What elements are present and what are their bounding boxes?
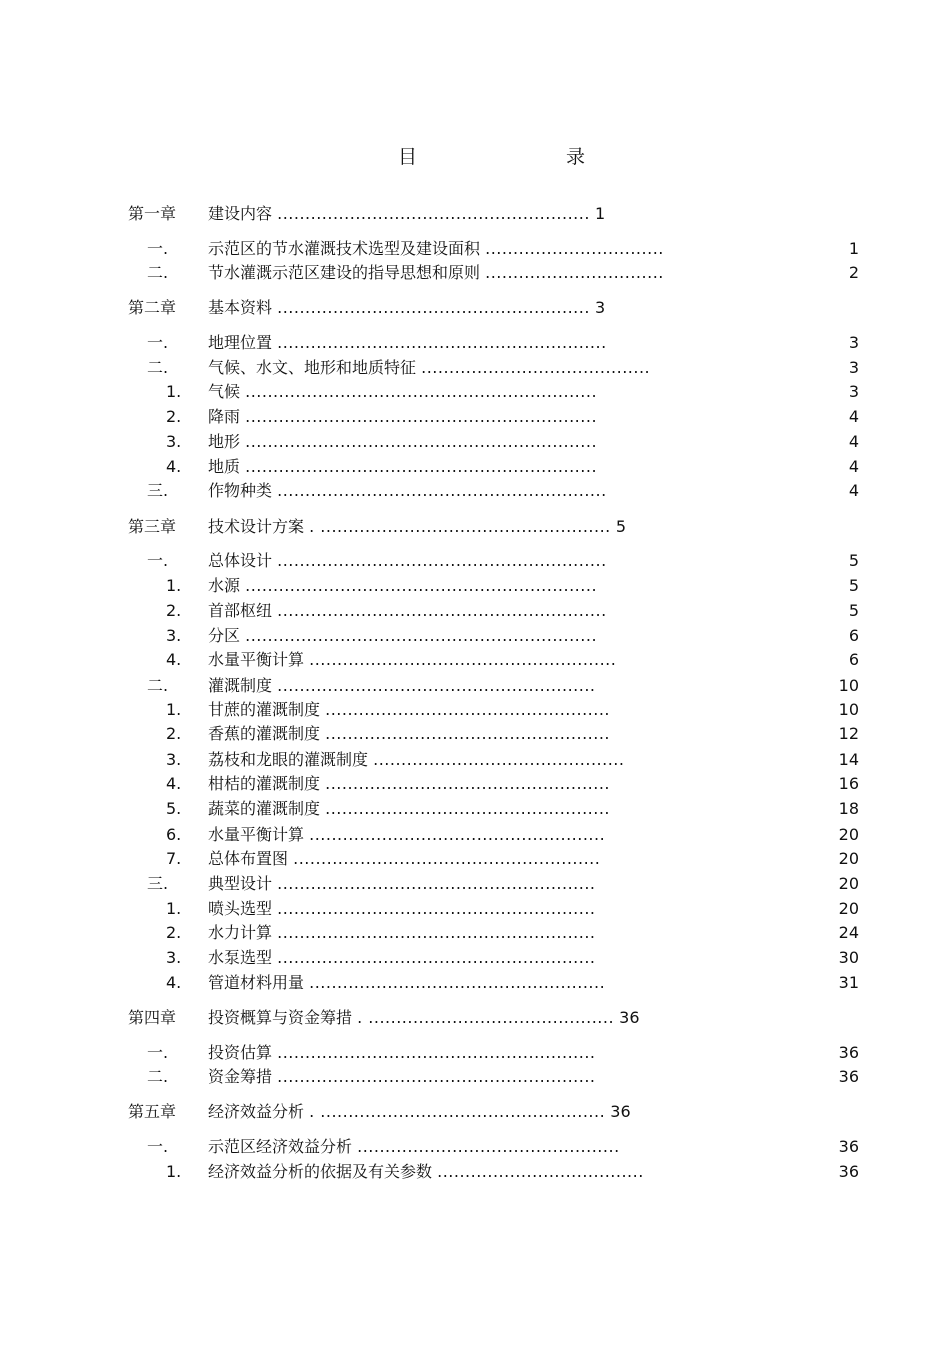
- chapter-page-number: 5: [615, 517, 627, 536]
- toc-entry[interactable]: [0, 261, 859, 285]
- toc-entry[interactable]: [0, 872, 859, 896]
- entry-number: 1.: [166, 382, 182, 401]
- entry-number: 一.: [147, 551, 169, 570]
- entry-page-number: 4: [848, 407, 859, 426]
- entry-number: 一.: [147, 1043, 169, 1062]
- entry-number: 二.: [147, 263, 169, 282]
- entry-number: 二.: [147, 358, 169, 377]
- chapter-entry[interactable]: [128, 1006, 640, 1030]
- entry-title: 水量平衡计算: [208, 650, 305, 669]
- entry-page-number: 36: [838, 1162, 859, 1181]
- entry-page-number: 24: [838, 923, 859, 942]
- leader-dots: ...................................................: [325, 724, 610, 743]
- entry-title: 气候: [208, 382, 241, 401]
- entry-number: 三.: [147, 481, 169, 500]
- toc-entry[interactable]: [0, 921, 859, 945]
- entry-label: [208, 1041, 596, 1065]
- toc-entry[interactable]: [0, 797, 859, 821]
- chapter-title: 经济效益分析: [208, 1102, 305, 1121]
- entry-page-number: 36: [838, 1067, 859, 1086]
- toc-entry[interactable]: [0, 624, 859, 648]
- leader-dots: . ....................................................: [309, 517, 611, 536]
- entry-number: 3.: [166, 432, 182, 451]
- toc-entry[interactable]: [0, 847, 859, 871]
- entry-label: [208, 331, 607, 355]
- entry-page-number: 36: [838, 1043, 859, 1062]
- entry-label: [208, 430, 597, 454]
- entry-number: 3.: [166, 626, 182, 645]
- entry-label: [208, 772, 610, 796]
- toc-entry[interactable]: [0, 599, 859, 623]
- leader-dots: .........................................................: [277, 923, 596, 942]
- leader-dots: .........................................................: [277, 948, 596, 967]
- entry-label: [208, 1160, 644, 1184]
- chapter-page-number: 36: [619, 1008, 640, 1027]
- chapter-title: 投资概算与资金筹措: [208, 1008, 353, 1027]
- entry-label: [208, 574, 597, 598]
- entry-page-number: 12: [838, 724, 859, 743]
- entry-title: 作物种类: [208, 481, 273, 500]
- entry-number: 一.: [147, 239, 169, 258]
- toc-entry[interactable]: [0, 698, 859, 722]
- entry-title: 降雨: [208, 407, 241, 426]
- chapter-entry[interactable]: [128, 296, 628, 320]
- chapter-title: 建设内容: [208, 204, 273, 223]
- entry-title: 香蕉的灌溉制度: [208, 724, 321, 743]
- entry-page-number: 6: [848, 650, 859, 669]
- leader-dots: .......................................................: [309, 650, 617, 669]
- entry-label: [208, 624, 597, 648]
- toc-entry[interactable]: [0, 430, 859, 454]
- toc-entry[interactable]: [0, 1041, 859, 1065]
- entry-label: [208, 748, 624, 772]
- leader-dots: ................................: [485, 263, 664, 282]
- entry-number: 4.: [166, 650, 182, 669]
- chapter-page-number: 3: [595, 298, 606, 317]
- toc-entry[interactable]: [0, 946, 859, 970]
- entry-label: [208, 356, 650, 380]
- chapter-number: 第四章: [128, 1008, 177, 1027]
- entry-page-number: 3: [848, 333, 859, 352]
- entry-number: 一.: [147, 1137, 169, 1156]
- leader-dots: ...........................................................: [277, 481, 607, 500]
- entry-label: [208, 455, 597, 479]
- entry-title: 柑桔的灌溉制度: [208, 774, 321, 793]
- entry-title: 示范区的节水灌溉技术选型及建设面积: [208, 239, 481, 258]
- toc-entry[interactable]: [0, 479, 859, 503]
- toc-entry[interactable]: [0, 237, 859, 261]
- entry-title: 地形: [208, 432, 241, 451]
- entry-page-number: 18: [838, 799, 859, 818]
- entry-label: [208, 549, 607, 573]
- entry-number: 1.: [166, 899, 182, 918]
- chapter-number: 第一章: [128, 204, 177, 223]
- entry-page-number: 4: [848, 457, 859, 476]
- toc-entry[interactable]: [0, 331, 859, 355]
- leader-dots: ...............................................................: [245, 432, 598, 451]
- chapter-label: [208, 515, 626, 539]
- entry-title: 地质: [208, 457, 241, 476]
- entry-page-number: 4: [848, 432, 859, 451]
- leader-dots: ...............................................................: [245, 382, 598, 401]
- leader-dots: .....................................................: [309, 973, 606, 992]
- entry-number: 2.: [166, 601, 182, 620]
- entry-label: [208, 405, 597, 429]
- entry-label: [208, 599, 607, 623]
- toc-entry[interactable]: [0, 1160, 859, 1184]
- entry-title: 经济效益分析的依据及有关参数: [208, 1162, 433, 1181]
- entry-number: 1.: [166, 700, 182, 719]
- chapter-title: 基本资料: [208, 298, 273, 317]
- toc-entry[interactable]: [0, 405, 859, 429]
- entry-label: [208, 847, 600, 871]
- entry-page-number: 36: [838, 1137, 859, 1156]
- entry-label: [208, 380, 597, 404]
- entry-title: 荔枝和龙眼的灌溉制度: [208, 750, 369, 769]
- chapter-number: 第三章: [128, 517, 177, 536]
- entry-page-number: 1: [848, 239, 859, 258]
- chapter-label: [208, 296, 605, 320]
- entry-label: [208, 823, 605, 847]
- entry-title: 灌溉制度: [208, 676, 273, 695]
- toc-entry[interactable]: [0, 674, 859, 698]
- entry-title: 水力计算: [208, 923, 273, 942]
- leader-dots: . ............................................: [357, 1008, 615, 1027]
- leader-dots: .........................................................: [277, 899, 596, 918]
- entry-label: [208, 1065, 596, 1089]
- leader-dots: ...............................................................: [245, 576, 598, 595]
- chapter-label: [208, 1100, 631, 1124]
- entry-title: 甘蔗的灌溉制度: [208, 700, 321, 719]
- entry-title: 气候、水文、地形和地质特征: [208, 358, 417, 377]
- leader-dots: .........................................: [421, 358, 651, 377]
- entry-page-number: 5: [848, 601, 859, 620]
- chapter-label: [208, 202, 605, 226]
- entry-title: 水源: [208, 576, 241, 595]
- leader-dots: .......................................................: [293, 849, 601, 868]
- leader-dots: ...................................................: [325, 774, 610, 793]
- toc-title: [0, 140, 950, 170]
- entry-number: 2.: [166, 724, 182, 743]
- entry-title: 管道材料用量: [208, 973, 305, 992]
- entry-page-number: 2: [848, 263, 859, 282]
- entry-page-number: 31: [838, 973, 859, 992]
- chapter-label: [208, 1006, 640, 1030]
- chapter-page-number: 36: [610, 1102, 631, 1121]
- toc-entry[interactable]: [0, 648, 859, 672]
- toc-entry[interactable]: [0, 971, 859, 995]
- toc-entry[interactable]: [0, 897, 859, 921]
- entry-title: 示范区经济效益分析: [208, 1137, 353, 1156]
- leader-dots: ...........................................................: [277, 551, 607, 570]
- entry-label: [208, 237, 664, 261]
- entry-label: [208, 698, 610, 722]
- leader-dots: ........................................................: [277, 298, 590, 317]
- leader-dots: .........................................................: [277, 874, 596, 893]
- toc-entry[interactable]: [0, 574, 859, 598]
- entry-page-number: 10: [838, 676, 859, 695]
- entry-page-number: 3: [848, 358, 859, 377]
- entry-label: [208, 479, 607, 503]
- toc-entry[interactable]: [0, 356, 859, 380]
- entry-number: 4.: [166, 774, 182, 793]
- entry-title: 蔬菜的灌溉制度: [208, 799, 321, 818]
- toc-entry[interactable]: [0, 1135, 859, 1159]
- toc-entry[interactable]: [0, 722, 859, 746]
- entry-number: 3.: [166, 948, 182, 967]
- entry-number: 6.: [166, 825, 182, 844]
- entry-label: [208, 946, 596, 970]
- entry-page-number: 20: [838, 874, 859, 893]
- entry-label: [208, 897, 596, 921]
- leader-dots: . ...................................................: [309, 1102, 606, 1121]
- leader-dots: .....................................................: [309, 825, 606, 844]
- entry-page-number: 20: [838, 899, 859, 918]
- leader-dots: ...............................................................: [245, 407, 598, 426]
- toc-entry[interactable]: [0, 549, 859, 573]
- entry-number: 2.: [166, 923, 182, 942]
- leader-dots: .........................................................: [277, 676, 596, 695]
- entry-number: 一.: [147, 333, 169, 352]
- entry-number: 二.: [147, 1067, 169, 1086]
- toc-entry[interactable]: [0, 748, 859, 772]
- entry-page-number: 6: [848, 626, 859, 645]
- toc-entry[interactable]: [0, 455, 859, 479]
- entry-label: [208, 261, 664, 285]
- entry-title: 总体布置图: [208, 849, 289, 868]
- entry-page-number: 5: [848, 576, 859, 595]
- entry-label: [208, 797, 610, 821]
- entry-title: 投资估算: [208, 1043, 273, 1062]
- entry-page-number: 30: [838, 948, 859, 967]
- entry-number: 1.: [166, 1162, 182, 1181]
- entry-page-number: 20: [838, 849, 859, 868]
- entry-number: 二.: [147, 676, 169, 695]
- entry-number: 4.: [166, 973, 182, 992]
- chapter-title: 技术设计方案: [208, 517, 305, 536]
- entry-title: 分区: [208, 626, 241, 645]
- entry-title: 总体设计: [208, 551, 273, 570]
- entry-label: [208, 648, 616, 672]
- leader-dots: .........................................................: [277, 1067, 596, 1086]
- chapter-entry[interactable]: [128, 515, 628, 539]
- entry-label: [208, 921, 596, 945]
- entry-page-number: 20: [838, 825, 859, 844]
- entry-number: 2.: [166, 407, 182, 426]
- entry-number: 三.: [147, 874, 169, 893]
- entry-title: 水泵选型: [208, 948, 273, 967]
- entry-page-number: 16: [838, 774, 859, 793]
- chapter-entry[interactable]: [128, 1100, 631, 1124]
- entry-label: [208, 872, 596, 896]
- entry-title: 喷头选型: [208, 899, 273, 918]
- entry-title: 节水灌溉示范区建设的指导思想和原则: [208, 263, 481, 282]
- toc-entry[interactable]: [0, 772, 859, 796]
- leader-dots: .....................................: [437, 1162, 644, 1181]
- entry-page-number: 14: [838, 750, 859, 769]
- entry-number: 5.: [166, 799, 182, 818]
- chapter-page-number: 1: [595, 204, 606, 223]
- entry-label: [208, 1135, 620, 1159]
- leader-dots: ...........................................................: [277, 601, 607, 620]
- entry-page-number: 10: [838, 700, 859, 719]
- chapter-number: 第五章: [128, 1102, 177, 1121]
- leader-dots: ...............................................................: [245, 457, 598, 476]
- toc-title-left: 目: [398, 146, 418, 168]
- entry-page-number: 5: [848, 551, 859, 570]
- entry-label: [208, 674, 596, 698]
- entry-number: 3.: [166, 750, 182, 769]
- leader-dots: ...................................................: [325, 799, 610, 818]
- leader-dots: ........................................................: [277, 204, 590, 223]
- entry-title: 资金筹措: [208, 1067, 273, 1086]
- leader-dots: ...............................................: [357, 1137, 620, 1156]
- leader-dots: ...................................................: [325, 700, 610, 719]
- leader-dots: .............................................: [373, 750, 625, 769]
- entry-number: 4.: [166, 457, 182, 476]
- entry-label: [208, 971, 605, 995]
- leader-dots: ...............................................................: [245, 626, 598, 645]
- entry-title: 水量平衡计算: [208, 825, 305, 844]
- entry-page-number: 3: [848, 382, 859, 401]
- entry-title: 典型设计: [208, 874, 273, 893]
- entry-number: 1.: [166, 576, 182, 595]
- chapter-number: 第二章: [128, 298, 177, 317]
- entry-page-number: 4: [848, 481, 859, 500]
- leader-dots: .........................................................: [277, 1043, 596, 1062]
- entry-title: 首部枢纽: [208, 601, 273, 620]
- toc-entry[interactable]: [0, 380, 859, 404]
- entry-number: 7.: [166, 849, 182, 868]
- leader-dots: ................................: [485, 239, 664, 258]
- toc-entry[interactable]: [0, 1065, 859, 1089]
- entry-label: [208, 722, 610, 746]
- leader-dots: ...........................................................: [277, 333, 607, 352]
- entry-title: 地理位置: [208, 333, 273, 352]
- toc-title-right: 录: [566, 146, 586, 168]
- toc-entry[interactable]: [0, 823, 859, 847]
- chapter-entry[interactable]: [128, 202, 628, 226]
